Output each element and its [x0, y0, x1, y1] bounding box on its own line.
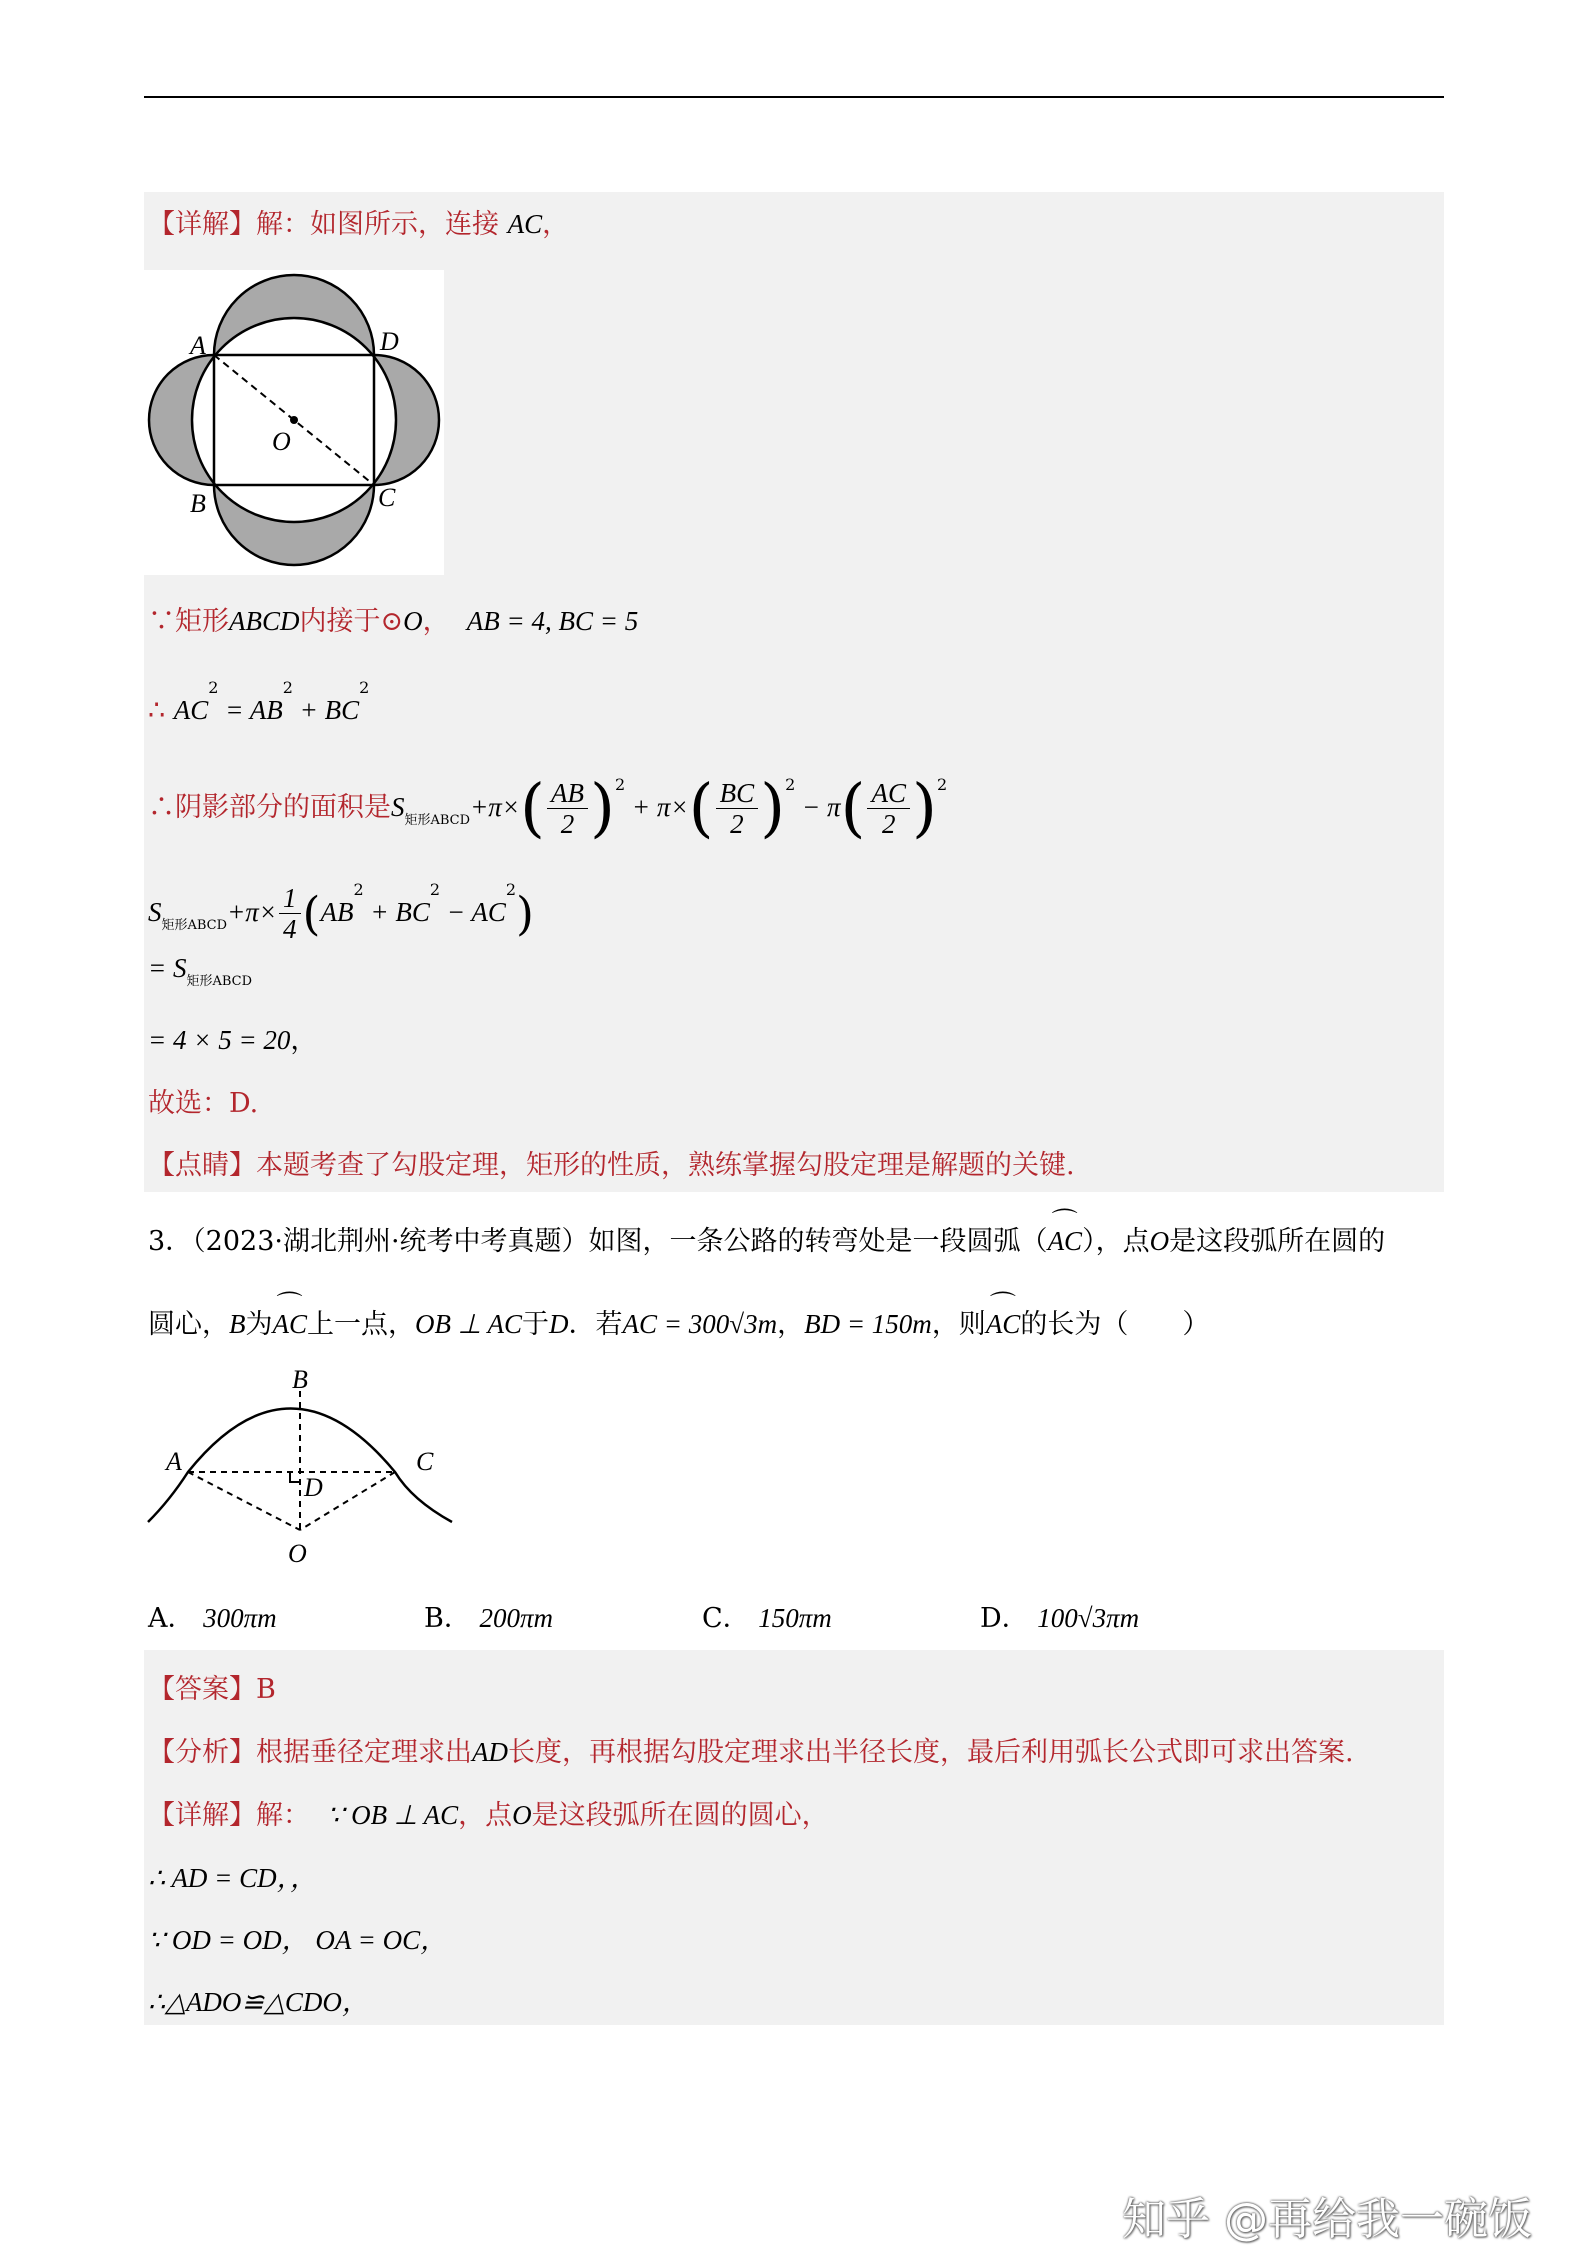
q3-line1: 3．（2023·湖北荆州·统考中考真题）如图，一条公路的转弯处是一段圆弧（⌒ AC），点O是这段弧所在圆的 [148, 1223, 1385, 1260]
q3-line2: 圆心，B为⌒ AC上一点，OB ⊥ AC于D．若AC = 300√3m，BD = 150m，则⌒ AC的长为（ ） [148, 1306, 1209, 1343]
choice-line: 故选：D. [148, 1088, 259, 1119]
option-c[interactable]: C． 150πm [702, 1603, 832, 1634]
answer-block [144, 1650, 1444, 2025]
option-b[interactable]: B． 200πm [424, 1603, 553, 1634]
figure-circle-rectangle [144, 270, 444, 575]
fig1-label-a: A [190, 331, 206, 360]
segment-ac: AC [507, 209, 543, 239]
equals-rect-line: = $S_{矩形ABCD}$ [148, 953, 253, 989]
fig2-label-d: D [304, 1473, 323, 1502]
fig2-label-a: A [166, 1447, 182, 1476]
step-congruent: ∴△ADO≌△CDO， [148, 1987, 369, 2017]
pythagoras-line: ∴ $AC^2 = AB^2 + BC^2$ [148, 678, 370, 726]
fig2-label-b: B [292, 1370, 308, 1394]
detail-tag: 【详解】 [148, 209, 256, 240]
step-ad-cd: ∴ AD = CD，， [148, 1863, 318, 1893]
area-expression-line: ∴阴影部分的面积是$S_{矩形ABCD}+\pi\times$( $\frac{AB}{2}$ )$^2$ + π×( $\frac{BC}{2}$ )$^2$ − π( $\frac{AC}{2}$ )$^2$ [148, 771, 948, 846]
detail-text: 解：如图所示，连接 [256, 209, 499, 240]
option-a[interactable]: A． 300πm [148, 1603, 277, 1634]
detail-line: 【详解】解：如图所示，连接 AC， [148, 209, 570, 240]
option-d[interactable]: D． 100√3πm [980, 1603, 1140, 1634]
fig1-label-c: C [378, 483, 396, 512]
watermark: 知乎 @再给我一碗饭 [1122, 2194, 1532, 2245]
fig2-label-c: C [416, 1447, 434, 1476]
simplified-line: $S_{矩形ABCD}+\pi\times$ $\frac{1}{4}$ $(AB^2 + BC^2 - AC^2)$ [148, 880, 534, 944]
detail3-line: 【详解】解： ∵ OB ⊥ AC，点O是这段弧所在圆的圆心， [148, 1800, 829, 1831]
figure-road-arc [140, 1370, 470, 1570]
fig2-label-o: O [288, 1539, 307, 1568]
header-rule [144, 96, 1444, 98]
fig1-label-d: D [380, 327, 399, 356]
given-line: ∵矩形ABCD内接于⊙O， AB = 4, BC = 5 [148, 606, 639, 637]
step-od-oa: ∵ OD = OD， OA = OC， [148, 1925, 448, 1955]
analysis-line: 【分析】根据垂径定理求出AD长度，再根据勾股定理求出半径长度，最后利用弧长公式即可求出答案. [148, 1737, 1354, 1768]
fig1-label-b: B [190, 489, 206, 518]
fig1-label-o: O [272, 427, 291, 456]
answer-line: 【答案】B [148, 1674, 276, 1705]
result-line: = 4 × 5 = 20， [148, 1025, 318, 1056]
comment-line: 【点睛】本题考查了勾股定理，矩形的性质，熟练掌握勾股定理是解题的关键. [148, 1150, 1075, 1181]
